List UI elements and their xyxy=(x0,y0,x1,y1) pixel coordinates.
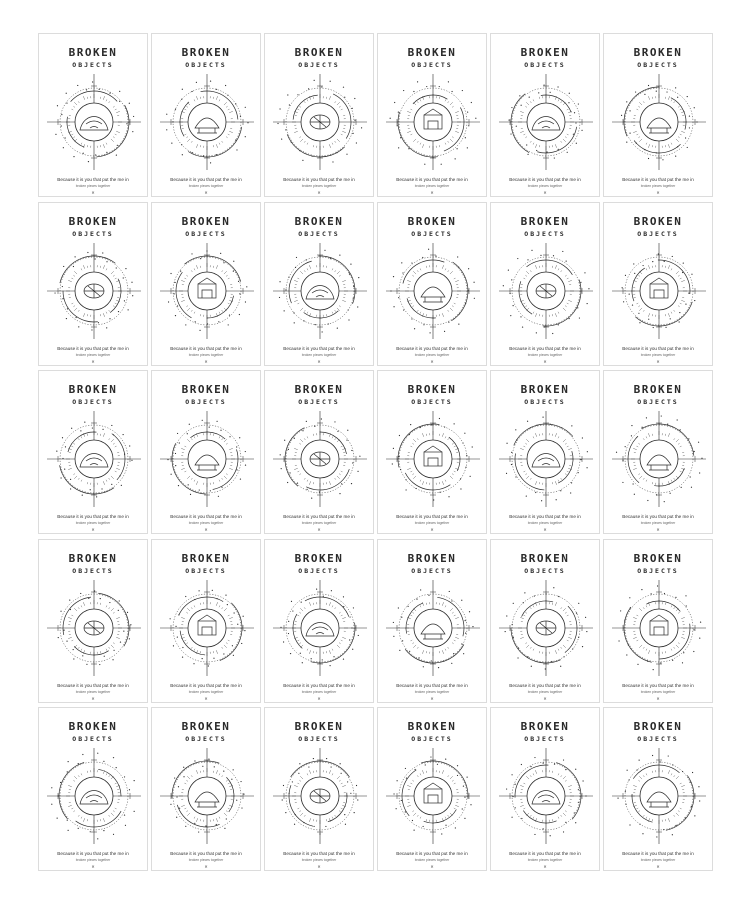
card-tagline: Because it is you that put the me in xyxy=(283,514,355,519)
card-sub-tagline: broken pieces together xyxy=(188,184,224,188)
poster-card[interactable] xyxy=(377,539,487,703)
poster-card[interactable] xyxy=(377,33,487,197)
crossed-keys-icon xyxy=(44,409,144,509)
card-tagline: Because it is you that put the me in xyxy=(622,851,694,856)
card-mark: ✕ xyxy=(543,695,547,701)
card-tagline: Because it is you that put the me in xyxy=(622,345,694,351)
poster-card[interactable] xyxy=(490,707,600,871)
card-subtitle: OBJECTS xyxy=(411,61,453,69)
card-tagline: Because it is you that put the me in xyxy=(622,682,694,688)
lighthouse-icon xyxy=(609,72,709,172)
poster-card[interactable] xyxy=(38,539,148,703)
card-tagline: Because it is you that put the me in xyxy=(283,682,355,688)
poster-card[interactable] xyxy=(38,202,148,366)
poster-card[interactable] xyxy=(264,33,374,197)
poster-card[interactable] xyxy=(377,370,487,534)
ship-icon xyxy=(270,241,370,341)
card-mark: ✕ xyxy=(317,527,321,532)
card-subtitle: OBJECTS xyxy=(72,735,114,743)
card-title: BROKEN xyxy=(633,383,683,396)
card-mark: ✕ xyxy=(317,190,321,195)
card-mark: ✕ xyxy=(656,527,660,532)
envelope-icon xyxy=(496,578,596,678)
card-title: BROKEN xyxy=(407,214,457,228)
card-subtitle: OBJECTS xyxy=(185,735,227,743)
card-subtitle: OBJECTS xyxy=(411,735,453,743)
dress-form-icon xyxy=(383,409,483,509)
poster-card[interactable] xyxy=(151,539,261,703)
card-mark: ✕ xyxy=(91,864,95,869)
card-subtitle: OBJECTS xyxy=(298,61,340,69)
card-title: BROKEN xyxy=(520,383,570,396)
card-grid xyxy=(38,33,713,871)
card-tagline: Because it is you that put the me in xyxy=(396,177,468,182)
card-title: BROKEN xyxy=(68,720,118,733)
card-tagline: Because it is you that put the me in xyxy=(170,514,242,519)
card-mark: ✕ xyxy=(656,358,660,364)
poster-card[interactable] xyxy=(151,202,261,366)
card-subtitle: OBJECTS xyxy=(637,566,679,575)
card-mark: ✕ xyxy=(204,864,208,869)
card-sub-tagline: broken pieces together xyxy=(75,352,111,357)
poster-card[interactable] xyxy=(38,370,148,534)
card-title: BROKEN xyxy=(633,720,683,733)
card-sub-tagline: broken pieces together xyxy=(640,858,676,862)
card-tagline: Because it is you that put the me in xyxy=(283,177,355,182)
card-sub-tagline: broken pieces together xyxy=(527,689,563,694)
card-sub-tagline: broken pieces together xyxy=(301,184,337,188)
card-title: BROKEN xyxy=(68,214,118,228)
card-sub-tagline: broken pieces together xyxy=(640,521,676,525)
poster-card[interactable] xyxy=(151,370,261,534)
card-mark: ✕ xyxy=(430,190,434,195)
card-title: BROKEN xyxy=(294,551,344,565)
books-icon xyxy=(496,409,596,509)
card-tagline: Because it is you that put the me in xyxy=(57,177,129,182)
card-title: BROKEN xyxy=(181,214,231,228)
card-subtitle: OBJECTS xyxy=(72,61,114,69)
card-sub-tagline: broken pieces together xyxy=(527,858,563,862)
card-subtitle: OBJECTS xyxy=(185,61,227,69)
card-tagline: Because it is you that put the me in xyxy=(509,177,581,182)
card-tagline: Because it is you that put the me in xyxy=(170,345,242,351)
card-sub-tagline: broken pieces together xyxy=(301,521,337,525)
card-subtitle: OBJECTS xyxy=(298,398,340,406)
card-sub-tagline: broken pieces together xyxy=(301,352,337,357)
bird-mug-icon xyxy=(270,578,370,678)
poster-card[interactable] xyxy=(603,370,713,534)
card-subtitle: OBJECTS xyxy=(524,566,566,575)
card-subtitle: OBJECTS xyxy=(185,566,227,575)
card-subtitle: OBJECTS xyxy=(72,566,114,575)
card-tagline: Because it is you that put the me in xyxy=(170,851,242,856)
card-mark: ✕ xyxy=(543,190,547,195)
snake-icon xyxy=(609,746,709,846)
card-mark: ✕ xyxy=(204,190,208,195)
poster-card[interactable] xyxy=(264,539,374,703)
poster-card[interactable] xyxy=(38,33,148,197)
teapot-icon xyxy=(44,746,144,846)
card-mark: ✕ xyxy=(204,358,208,364)
lantern-icon xyxy=(609,409,709,509)
card-title: BROKEN xyxy=(294,46,344,59)
poster-card[interactable] xyxy=(151,33,261,197)
poster-card[interactable] xyxy=(490,33,600,197)
card-sub-tagline: broken pieces together xyxy=(414,352,450,357)
card-subtitle: OBJECTS xyxy=(637,229,679,238)
card-title: BROKEN xyxy=(68,46,118,59)
card-mark: ✕ xyxy=(317,358,321,364)
card-mark: ✕ xyxy=(430,527,434,532)
movie-camera-icon xyxy=(383,241,483,341)
card-sub-tagline: broken pieces together xyxy=(188,352,224,357)
card-tagline: Because it is you that put the me in xyxy=(509,345,581,351)
card-sub-tagline: broken pieces together xyxy=(188,689,224,694)
card-mark: ✕ xyxy=(91,190,95,195)
card-title: BROKEN xyxy=(181,383,231,396)
card-mark: ✕ xyxy=(543,358,547,364)
card-mark: ✕ xyxy=(204,527,208,532)
card-subtitle: OBJECTS xyxy=(185,229,227,238)
card-mark: ✕ xyxy=(317,695,321,701)
car-icon xyxy=(496,241,596,341)
poster-card[interactable] xyxy=(38,707,148,871)
card-sub-tagline: broken pieces together xyxy=(75,858,111,862)
card-title: BROKEN xyxy=(294,720,344,733)
card-title: BROKEN xyxy=(520,214,570,228)
card-title: BROKEN xyxy=(633,214,683,228)
bucket-icon xyxy=(157,578,257,678)
fish-icon xyxy=(496,746,596,846)
typewriter-icon xyxy=(157,746,257,846)
card-tagline: Because it is you that put the me in xyxy=(57,514,129,519)
card-tagline: Because it is you that put the me in xyxy=(396,682,468,688)
card-sub-tagline: broken pieces together xyxy=(414,858,450,862)
beetle-icon xyxy=(270,72,370,172)
card-sub-tagline: broken pieces together xyxy=(414,184,450,188)
card-tagline: Because it is you that put the me in xyxy=(283,345,355,351)
poster-card[interactable] xyxy=(377,202,487,366)
card-subtitle: OBJECTS xyxy=(72,398,114,406)
card-sub-tagline: broken pieces together xyxy=(527,352,563,357)
card-mark: ✕ xyxy=(656,864,660,869)
card-sub-tagline: broken pieces together xyxy=(75,521,111,525)
telephone-icon xyxy=(383,578,483,678)
card-subtitle: OBJECTS xyxy=(524,229,566,238)
card-mark: ✕ xyxy=(204,695,208,701)
poster-card[interactable] xyxy=(151,707,261,871)
tree-stump-icon xyxy=(157,409,257,509)
poster-card[interactable] xyxy=(603,539,713,703)
poster-card[interactable] xyxy=(490,370,600,534)
card-subtitle: OBJECTS xyxy=(185,398,227,406)
card-mark: ✕ xyxy=(430,695,434,701)
poster-card[interactable] xyxy=(490,539,600,703)
card-subtitle: OBJECTS xyxy=(298,735,340,743)
card-tagline: Because it is you that put the me in xyxy=(57,851,129,856)
card-title: BROKEN xyxy=(633,46,683,59)
card-mark: ✕ xyxy=(91,358,95,364)
card-sub-tagline: broken pieces together xyxy=(527,184,563,188)
star-of-david-icon xyxy=(609,241,709,341)
card-tagline: Because it is you that put the me in xyxy=(57,682,129,688)
card-title: BROKEN xyxy=(68,383,118,396)
card-title: BROKEN xyxy=(407,551,457,565)
card-subtitle: OBJECTS xyxy=(411,229,453,238)
poster-card[interactable] xyxy=(490,202,600,366)
card-title: BROKEN xyxy=(633,551,683,565)
poster-card[interactable] xyxy=(264,707,374,871)
card-title: BROKEN xyxy=(520,46,570,59)
card-sub-tagline: broken pieces together xyxy=(414,689,450,694)
card-mark: ✕ xyxy=(656,190,660,195)
octopus-icon xyxy=(157,72,257,172)
card-title: BROKEN xyxy=(407,46,457,59)
card-subtitle: OBJECTS xyxy=(411,398,453,406)
card-subtitle: OBJECTS xyxy=(298,229,340,238)
card-tagline: Because it is you that put the me in xyxy=(509,851,581,856)
leaf-icon xyxy=(383,746,483,846)
bee-icon xyxy=(496,72,596,172)
card-mark: ✕ xyxy=(543,864,547,869)
card-sub-tagline: broken pieces together xyxy=(75,689,111,694)
card-mark: ✕ xyxy=(91,695,95,701)
feather-crystal-icon xyxy=(270,409,370,509)
card-tagline: Because it is you that put the me in xyxy=(396,345,468,351)
turtle-icon xyxy=(270,746,370,846)
card-tagline: Because it is you that put the me in xyxy=(509,514,581,519)
card-mark: ✕ xyxy=(91,527,95,532)
card-tagline: Because it is you that put the me in xyxy=(622,177,694,182)
card-sub-tagline: broken pieces together xyxy=(75,184,111,188)
card-sub-tagline: broken pieces together xyxy=(188,521,224,525)
card-title: BROKEN xyxy=(407,720,457,733)
birdcage-icon xyxy=(44,578,144,678)
mountains-icon xyxy=(383,72,483,172)
card-subtitle: OBJECTS xyxy=(637,61,679,69)
poster-card[interactable] xyxy=(264,202,374,366)
card-tagline: Because it is you that put the me in xyxy=(57,345,129,351)
card-tagline: Because it is you that put the me in xyxy=(509,682,581,688)
card-title: BROKEN xyxy=(520,551,570,565)
poster-card[interactable] xyxy=(603,707,713,871)
card-title: BROKEN xyxy=(294,383,344,396)
card-subtitle: OBJECTS xyxy=(524,61,566,69)
card-mark: ✕ xyxy=(656,695,660,701)
card-tagline: Because it is you that put the me in xyxy=(396,851,468,856)
card-mark: ✕ xyxy=(317,864,321,869)
card-subtitle: OBJECTS xyxy=(298,566,340,575)
flower-icon xyxy=(44,241,144,341)
card-sub-tagline: broken pieces together xyxy=(301,858,337,862)
card-sub-tagline: broken pieces together xyxy=(640,184,676,188)
tent-icon xyxy=(609,578,709,678)
card-tagline: Because it is you that put the me in xyxy=(396,514,468,519)
tea-set-icon xyxy=(157,241,257,341)
whale-tail-icon xyxy=(44,72,144,172)
card-subtitle: OBJECTS xyxy=(411,566,453,575)
card-subtitle: OBJECTS xyxy=(524,735,566,743)
card-sub-tagline: broken pieces together xyxy=(188,858,224,862)
card-title: BROKEN xyxy=(181,46,231,59)
card-sub-tagline: broken pieces together xyxy=(301,689,337,694)
card-mark: ✕ xyxy=(543,527,547,532)
poster-card[interactable] xyxy=(603,202,713,366)
card-subtitle: OBJECTS xyxy=(72,229,114,238)
card-subtitle: OBJECTS xyxy=(637,398,679,406)
poster-card[interactable] xyxy=(603,33,713,197)
card-title: BROKEN xyxy=(294,214,344,228)
poster-card[interactable] xyxy=(264,370,374,534)
poster-card[interactable] xyxy=(377,707,487,871)
card-sub-tagline: broken pieces together xyxy=(527,521,563,525)
card-subtitle: OBJECTS xyxy=(637,735,679,743)
card-tagline: Because it is you that put the me in xyxy=(283,851,355,856)
card-title: BROKEN xyxy=(181,720,231,733)
card-mark: ✕ xyxy=(430,864,434,869)
card-tagline: Because it is you that put the me in xyxy=(622,514,694,519)
card-sub-tagline: broken pieces together xyxy=(640,352,676,357)
card-sub-tagline: broken pieces together xyxy=(640,689,676,694)
card-title: BROKEN xyxy=(68,551,118,565)
card-title: BROKEN xyxy=(407,383,457,396)
card-tagline: Because it is you that put the me in xyxy=(170,682,242,688)
card-tagline: Because it is you that put the me in xyxy=(170,177,242,182)
card-title: BROKEN xyxy=(181,551,231,565)
card-mark: ✕ xyxy=(430,358,434,364)
card-title: BROKEN xyxy=(520,720,570,733)
card-sub-tagline: broken pieces together xyxy=(414,521,450,525)
card-subtitle: OBJECTS xyxy=(524,398,566,406)
